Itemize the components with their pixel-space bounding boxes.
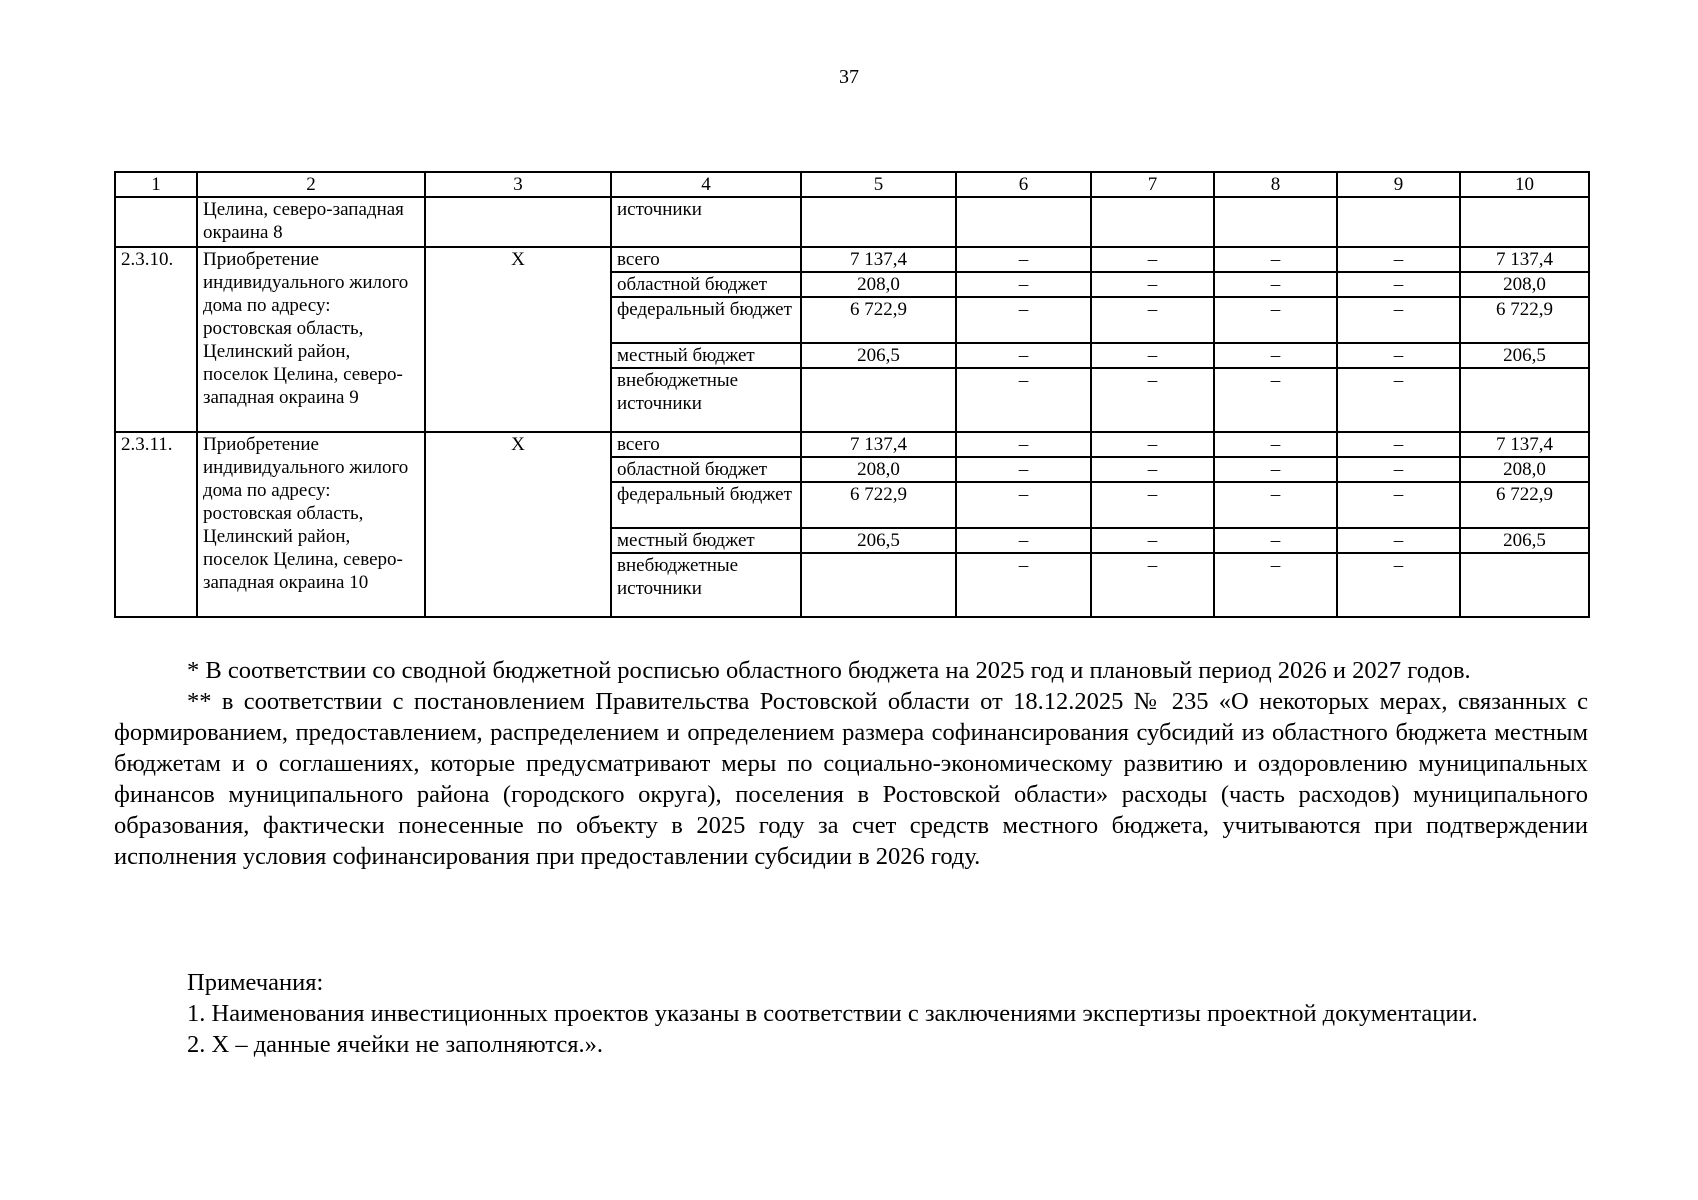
value-cell: – xyxy=(1214,553,1337,617)
table-row xyxy=(115,432,1589,457)
header-cell: 9 xyxy=(1337,172,1460,197)
value-cell: – xyxy=(1091,457,1214,482)
project-name-cell: Приобретение индивидуального жилого дома по адресу: ростовская область, Целинский район, поселок Целина, северо-западная окраина 9 xyxy=(197,247,425,432)
source-cell: федеральный бюджет xyxy=(611,297,801,343)
header-cell: 1 xyxy=(115,172,197,197)
value-cell: – xyxy=(1091,553,1214,617)
value-cell: – xyxy=(1214,343,1337,368)
value-cell: – xyxy=(1337,457,1460,482)
value-cell: – xyxy=(1337,528,1460,553)
source-cell: местный бюджет xyxy=(611,528,801,553)
value-cell: – xyxy=(1091,528,1214,553)
value-cell: 206,5 xyxy=(801,528,956,553)
source-cell: всего xyxy=(611,247,801,272)
value-cell: – xyxy=(1091,432,1214,457)
value-cell: – xyxy=(1214,272,1337,297)
header-cell: 8 xyxy=(1214,172,1337,197)
cell-empty xyxy=(115,197,197,247)
value-cell: – xyxy=(956,297,1091,343)
value-cell: – xyxy=(1337,272,1460,297)
value-cell: – xyxy=(1337,432,1460,457)
source-cell: местный бюджет xyxy=(611,343,801,368)
value-cell xyxy=(801,368,956,432)
value-cell: – xyxy=(1337,343,1460,368)
value-cell: 208,0 xyxy=(801,272,956,297)
source-cell: областной бюджет xyxy=(611,457,801,482)
value-cell: – xyxy=(1214,247,1337,272)
value-cell: 208,0 xyxy=(1460,457,1589,482)
header-cell: 10 xyxy=(1460,172,1589,197)
cell-empty xyxy=(1214,197,1337,247)
source-cell: внебюджетные источники xyxy=(611,553,801,617)
value-cell: – xyxy=(1337,482,1460,528)
value-cell: 7 137,4 xyxy=(1460,247,1589,272)
value-cell xyxy=(1460,553,1589,617)
value-cell: – xyxy=(956,247,1091,272)
value-cell: 6 722,9 xyxy=(801,482,956,528)
value-cell: 206,5 xyxy=(1460,528,1589,553)
value-cell: – xyxy=(1091,482,1214,528)
source-cell: федеральный бюджет xyxy=(611,482,801,528)
value-cell: 7 137,4 xyxy=(801,247,956,272)
value-cell: – xyxy=(956,432,1091,457)
cell-empty xyxy=(956,197,1091,247)
mark-cell: X xyxy=(425,247,611,432)
value-cell: – xyxy=(1337,297,1460,343)
source-cell: всего xyxy=(611,432,801,457)
cell-empty xyxy=(1091,197,1214,247)
continuation-row xyxy=(115,197,1589,247)
value-cell: 6 722,9 xyxy=(1460,482,1589,528)
cell-empty xyxy=(801,197,956,247)
value-cell: – xyxy=(1214,528,1337,553)
value-cell: – xyxy=(1214,482,1337,528)
mark-cell: X xyxy=(425,432,611,617)
header-cell: 5 xyxy=(801,172,956,197)
cell-empty xyxy=(1337,197,1460,247)
header-cell: 6 xyxy=(956,172,1091,197)
value-cell: – xyxy=(956,528,1091,553)
value-cell: – xyxy=(1214,457,1337,482)
project-name-cell: Целина, северо-западная окраина 8 xyxy=(197,197,425,247)
value-cell: 206,5 xyxy=(801,343,956,368)
source-cell: внебюджетные источники xyxy=(611,368,801,432)
cell-empty xyxy=(425,197,611,247)
value-cell: 208,0 xyxy=(801,457,956,482)
value-cell: – xyxy=(956,343,1091,368)
value-cell: 7 137,4 xyxy=(1460,432,1589,457)
source-cell: областной бюджет xyxy=(611,272,801,297)
footnote-double-star: ** в соответствии с постановлением Правительства Ростовской области от 18.12.2025 № 235 «О некоторых мерах, связанных с формированием, предоставлением, распределением и определением размера софинансирования субсидий из областного бюджета местным бюджетам и о соглашениях, которые предусматривают меры по социально-экономическому развитию и оздоровлению муниципальных финансов муниципального района (городского округа), поселения в Ростовской области» расходы (часть расходов) муниципального образования, фактически понесенные по объекту в 2025 году за счет средств местного бюджета, учитываются при подтверждении исполнения условия софинансирования при предоставлении субсидии в 2026 году. xyxy=(114,688,1588,870)
row-number-cell: 2.3.10. xyxy=(115,247,197,432)
table-row xyxy=(115,247,1589,272)
header-row xyxy=(115,172,1589,197)
value-cell: 6 722,9 xyxy=(801,297,956,343)
notes-section xyxy=(114,967,1588,1060)
value-cell: – xyxy=(1091,368,1214,432)
page-number: 37 xyxy=(839,66,859,88)
value-cell: – xyxy=(956,457,1091,482)
value-cell: – xyxy=(956,368,1091,432)
value-cell: – xyxy=(1214,368,1337,432)
header-cell: 7 xyxy=(1091,172,1214,197)
project-name-cell: Приобретение индивидуального жилого дома по адресу: ростовская область, Целинский район, поселок Целина, северо-западная окраина 10 xyxy=(197,432,425,617)
table-body xyxy=(115,172,1589,617)
value-cell: – xyxy=(1337,368,1460,432)
header-cell: 3 xyxy=(425,172,611,197)
row-number-cell: 2.3.11. xyxy=(115,432,197,617)
value-cell: – xyxy=(1091,343,1214,368)
value-cell: 208,0 xyxy=(1460,272,1589,297)
value-cell: – xyxy=(956,482,1091,528)
value-cell: – xyxy=(1214,297,1337,343)
header-cell: 4 xyxy=(611,172,801,197)
value-cell: 7 137,4 xyxy=(801,432,956,457)
value-cell xyxy=(801,553,956,617)
value-cell: 6 722,9 xyxy=(1460,297,1589,343)
notes-title: Примечания: xyxy=(187,969,324,996)
value-cell xyxy=(1460,368,1589,432)
value-cell: – xyxy=(1337,247,1460,272)
value-cell: 206,5 xyxy=(1460,343,1589,368)
footnote-single-star: * В соответствии со сводной бюджетной росписью областного бюджета на 2025 год и плановый период 2026 и 2027 годов. xyxy=(187,657,1471,684)
value-cell: – xyxy=(956,272,1091,297)
value-cell: – xyxy=(1091,297,1214,343)
budget-table xyxy=(114,171,1590,618)
value-cell: – xyxy=(1337,553,1460,617)
value-cell: – xyxy=(1214,432,1337,457)
footnotes xyxy=(114,655,1588,872)
header-cell: 2 xyxy=(197,172,425,197)
source-cell: источники xyxy=(611,197,801,247)
note-item: 2. X – данные ячейки не заполняются.». xyxy=(187,1031,604,1058)
value-cell: – xyxy=(1091,247,1214,272)
cell-empty xyxy=(1460,197,1589,247)
note-item: 1. Наименования инвестиционных проектов указаны в соответствии с заключениями экспертизы проектной документации. xyxy=(187,1000,1478,1027)
value-cell: – xyxy=(956,553,1091,617)
value-cell: – xyxy=(1091,272,1214,297)
